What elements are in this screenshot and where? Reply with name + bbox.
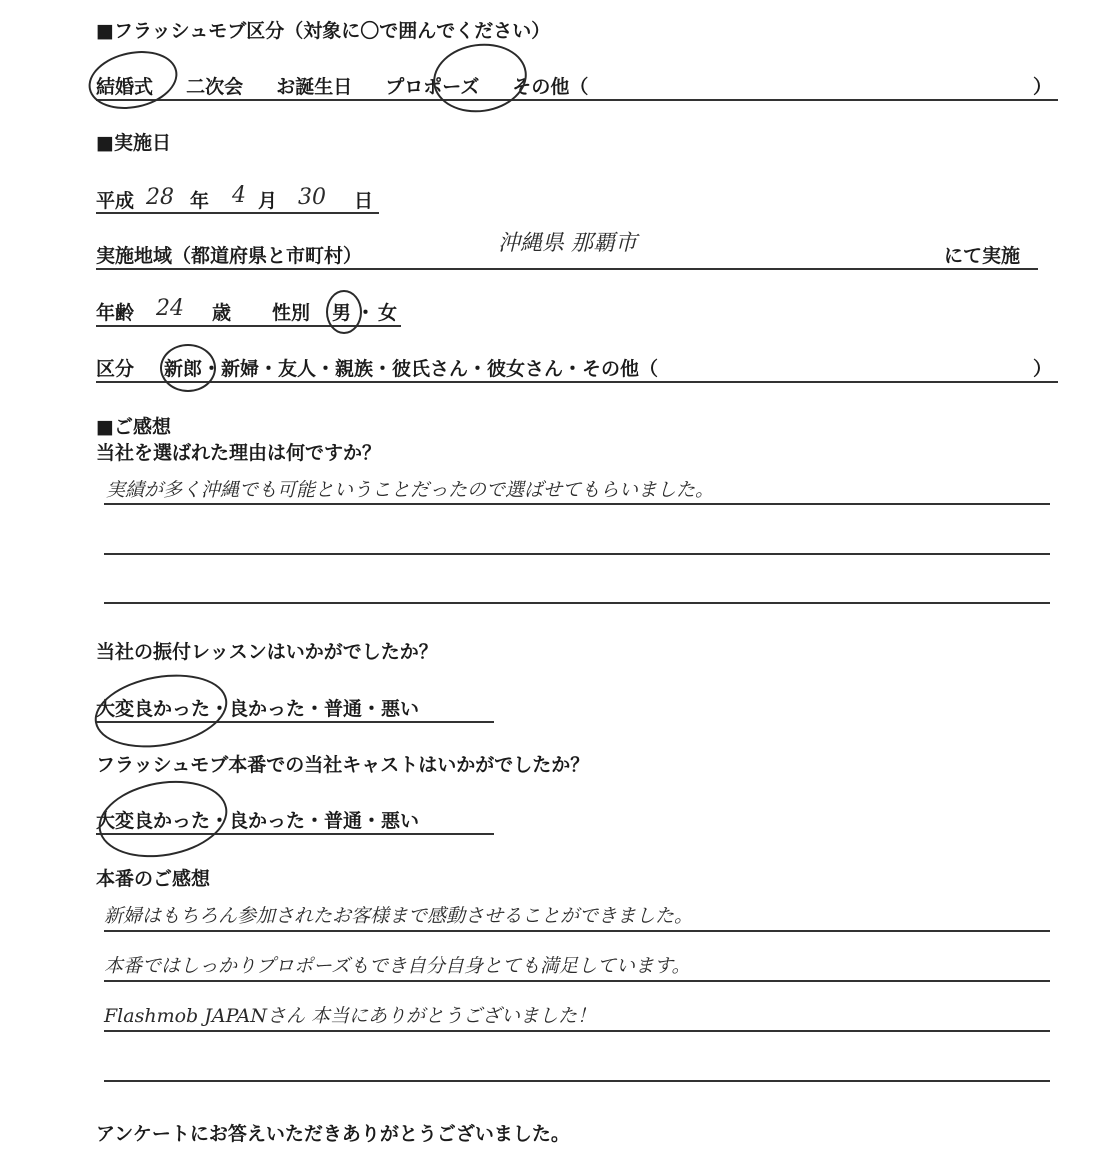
option-wedding: 結婚式	[96, 76, 154, 98]
answer-rule-2	[104, 553, 1050, 555]
feedback-line-3: Flashmob JAPANさん 本当にありがとうございました！	[104, 1005, 596, 1027]
circle-lesson-very-good	[89, 665, 233, 757]
region-suffix: にて実施	[944, 245, 1021, 267]
circle-male	[326, 290, 362, 334]
question-feedback: 本番のご感想	[96, 868, 211, 890]
role-label: 区分	[96, 358, 135, 380]
feedback-rule-2	[104, 980, 1050, 982]
rating-cast: 大変良かった・良かった・普通・悪い	[96, 810, 420, 832]
gender-female: 女	[378, 302, 398, 324]
answer-reason: 実績が多く沖縄でも可能ということだったので選ばせてもらいました。	[106, 479, 715, 501]
gender-label: 性別	[272, 302, 311, 324]
circle-groom	[160, 344, 216, 392]
question-cast: フラッシュモブ本番での当社キャストはいかがでしたか？	[96, 754, 590, 776]
option-birthday: お誕生日	[276, 76, 353, 98]
option-other: その他（	[512, 76, 589, 98]
answer-rule-3	[104, 602, 1050, 604]
date-heading: ■実施日	[96, 132, 171, 154]
rating-lesson: 大変良かった・良かった・普通・悪い	[96, 698, 420, 720]
date-year-unit: 年	[190, 190, 210, 212]
circle-cast-very-good	[93, 771, 234, 866]
region-label: 実施地域（都道府県と市町村）	[96, 245, 363, 267]
option-afterparty: 二次会	[186, 76, 244, 98]
region-rule	[96, 268, 1038, 270]
role-close: ）	[1033, 358, 1053, 380]
age-value: 24	[156, 296, 184, 321]
role-options: 新郎・新婦・友人・親族・彼氏さん・彼女さん・その他（	[164, 358, 659, 380]
section-type-heading: ■フラッシュモブ区分（対象に〇で囲んでください）	[96, 20, 551, 42]
date-day-unit: 日	[354, 190, 374, 212]
circle-wedding	[83, 43, 183, 116]
date-rule	[96, 212, 379, 214]
feedback-line-1: 新婦はもちろん参加されたお客様まで感動させることができました。	[104, 905, 694, 927]
section-type-close: ）	[1033, 76, 1053, 98]
question-lesson: 当社の振付レッスンはいかがでしたか？	[96, 641, 438, 663]
date-month-value: 4	[232, 183, 246, 208]
impressions-heading: ■ご感想	[96, 416, 171, 438]
date-month-unit: 月	[258, 190, 278, 212]
question-reason: 当社を選ばれた理由は何ですか？	[96, 442, 382, 464]
feedback-line-2: 本番ではしっかりプロポーズもでき自分自身とても満足しています。	[104, 955, 691, 977]
circle-proposal	[429, 38, 532, 118]
answer-rule-1	[104, 503, 1050, 505]
section-type-rule	[96, 99, 1058, 101]
date-era: 平成	[96, 190, 135, 212]
closing-message: アンケートにお答えいただきありがとうございました。	[96, 1123, 570, 1145]
role-rule	[96, 381, 1058, 383]
feedback-rule-3	[104, 1030, 1050, 1032]
date-day-value: 30	[298, 185, 326, 210]
feedback-rule-4	[104, 1080, 1050, 1082]
feedback-rule-1	[104, 930, 1050, 932]
age-unit: 歳	[212, 302, 232, 324]
age-label: 年齢	[96, 302, 135, 324]
date-year-value: 28	[146, 185, 174, 210]
gender-male: 男	[332, 302, 352, 324]
option-proposal: プロポーズ	[385, 76, 480, 98]
gender-sep: ・	[356, 302, 376, 324]
region-value: 沖縄県 那覇市	[498, 231, 637, 256]
